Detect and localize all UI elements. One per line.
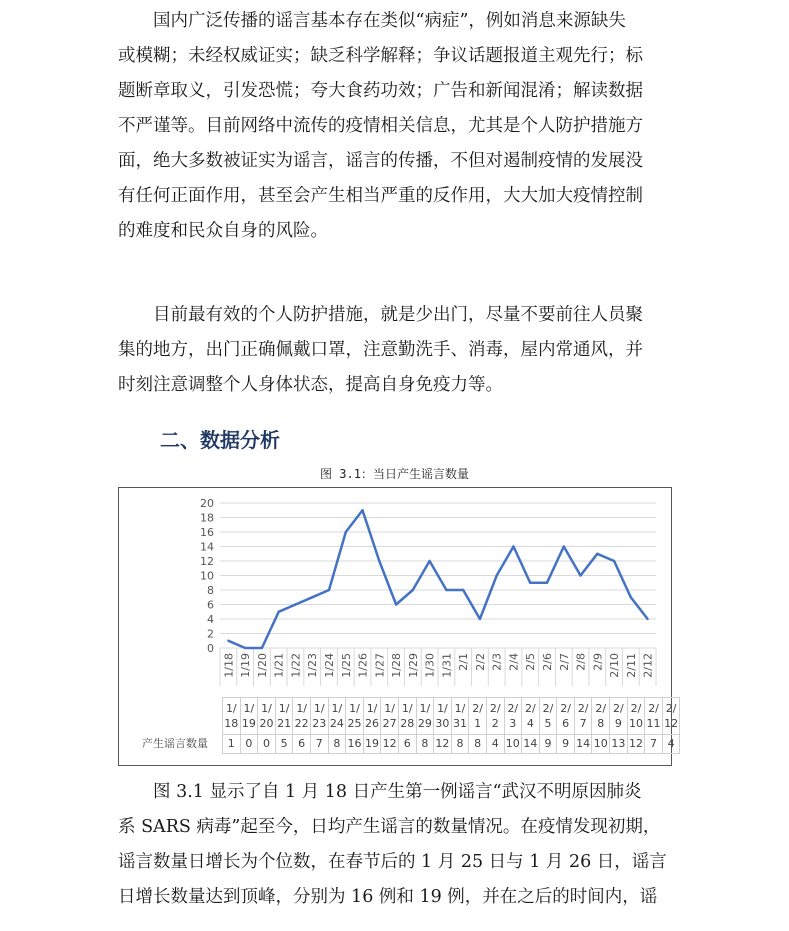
data-point (529, 582, 531, 584)
table-value-cell: 12 (434, 735, 452, 754)
table-value-cell: 16 (346, 735, 364, 754)
table-date-month: 1/ (366, 702, 378, 715)
x-tick-label: 2/8 (574, 653, 588, 671)
table-value-cell: 4 (486, 735, 504, 754)
table-value-cell: 10 (592, 735, 610, 754)
data-point (462, 589, 464, 591)
table-date-month: 2/ (542, 702, 554, 715)
x-tick-label: 1/31 (440, 653, 454, 678)
data-point (546, 582, 548, 584)
table-date-cell (486, 698, 504, 735)
text-line: 图 3.1 显示了自 1 月 18 日产生第一例谣言“武汉不明原因肺炎 (153, 782, 642, 802)
table-date-cell (504, 698, 522, 735)
table-value-cell: 8 (416, 735, 434, 754)
table-date-day: 4 (526, 717, 534, 730)
y-tick-label: 8 (207, 584, 214, 597)
x-tick-label: 2/10 (608, 653, 622, 678)
table-date-cell (328, 698, 346, 735)
data-point (495, 574, 497, 576)
table-date-month: 1/ (419, 702, 431, 715)
table-date-cell (223, 698, 241, 735)
table-date-day: 18 (224, 717, 239, 730)
table-date-month: 1/ (331, 702, 343, 715)
table-value-cell: 7 (645, 735, 663, 754)
table-date-day: 28 (400, 717, 415, 730)
table-date-cell (451, 698, 469, 735)
table-value-cell: 6 (398, 735, 416, 754)
table-value-cell: 9 (539, 735, 557, 754)
table-date-day: 6 (562, 717, 570, 730)
table-value-cell: 4 (662, 735, 680, 754)
data-point (630, 596, 632, 598)
table-value-cell: 19 (363, 735, 381, 754)
table-value-cell: 1 (223, 735, 241, 754)
table-date-month: 1/ (401, 702, 413, 715)
table-date-cell (574, 698, 592, 735)
table-date-cell (258, 698, 276, 735)
table-date-month: 1/ (437, 702, 448, 715)
table-value-cell: 10 (504, 735, 522, 754)
text-line: 的难度和民众自身的风险。 (118, 221, 328, 241)
table-date-month: 2/ (665, 702, 677, 715)
x-tick-label: 1/20 (255, 653, 269, 678)
x-tick-label: 1/25 (339, 653, 353, 678)
table-date-day: 27 (382, 717, 397, 730)
x-tick-label: 2/6 (541, 653, 554, 671)
data-point (361, 509, 363, 511)
table-date-month: 2/ (525, 702, 536, 715)
table-date-month: 1/ (296, 702, 308, 715)
data-point (345, 531, 347, 533)
table-date-day: 26 (365, 717, 380, 730)
table-date-cell (416, 698, 434, 735)
table-date-cell (293, 698, 311, 735)
table-date-day: 29 (417, 717, 432, 730)
table-date-month: 1/ (278, 702, 290, 715)
y-tick-label: 0 (207, 642, 214, 655)
text-line: 不严谨等。目前网络中流传的疫情相关信息，尤其是个人防护措施方 (118, 116, 643, 136)
table-date-cell (310, 698, 328, 735)
table-date-month: 2/ (577, 702, 589, 715)
table-header-row (140, 698, 680, 735)
x-tick-label: 2/3 (490, 653, 504, 671)
table-date-day: 5 (544, 717, 552, 730)
table-date-day: 22 (294, 717, 309, 730)
table-date-month: 2/ (648, 702, 659, 715)
data-point (277, 611, 279, 613)
table-date-month: 1/ (261, 702, 272, 715)
text-line: 目前最有效的个人防护措施，就是少出门，尽量不要前往人员聚 (153, 305, 643, 325)
paragraph-figure-description (118, 775, 671, 915)
table-value-cell: 0 (240, 735, 258, 754)
table-value-cell: 8 (328, 735, 346, 754)
series-label: 产生谣言数量 (142, 737, 208, 750)
x-tick-label: 2/12 (641, 653, 655, 678)
table-value-cell: 12 (627, 735, 645, 754)
text-line: 有任何正面作用，甚至会产生相当严重的反作用，大大加大疫情控制 (118, 186, 643, 206)
x-tick-label: 1/23 (306, 653, 320, 678)
table-date-cell (645, 698, 663, 735)
text-line: 时刻注意调整个人身体状态，提高自身免疫力等。 (118, 375, 503, 395)
x-tick-label: 1/22 (289, 653, 303, 678)
x-tick-label: 2/9 (591, 653, 605, 671)
data-point (646, 618, 648, 620)
table-date-month: 1/ (313, 702, 325, 715)
x-tick-label: 1/19 (239, 653, 253, 678)
x-tick-label: 2/5 (524, 653, 538, 671)
x-tick-label: 1/26 (356, 653, 370, 678)
text-line: 或模糊；未经权威证实；缺乏科学解释；争议话题报道主观先行；标 (118, 46, 643, 66)
table-date-cell (592, 698, 610, 735)
table-date-cell (398, 698, 416, 735)
text-line: 集的地方，出门正确佩戴口罩，注意勤洗手、消毒，屋内常通风，并 (118, 340, 643, 360)
table-corner-cell (140, 698, 223, 735)
table-value-cell: 8 (451, 735, 469, 754)
table-date-cell (240, 698, 258, 735)
table-date-month: 2/ (630, 702, 642, 715)
table-date-month: 1/ (349, 702, 360, 715)
table-date-cell (381, 698, 399, 735)
x-tick-label: 1/18 (222, 653, 236, 678)
table-date-month: 1/ (243, 702, 255, 715)
table-date-day: 20 (259, 717, 274, 730)
y-tick-label: 2 (207, 627, 214, 641)
table-date-cell (275, 698, 293, 735)
table-date-month: 2/ (595, 702, 607, 715)
table-date-cell (363, 698, 381, 735)
y-tick-label: 12 (200, 555, 214, 568)
text-line: 谣言数量日增长为个位数，在春节后的 1 月 25 日与 1 月 26 日，谣言 (118, 852, 667, 872)
table-date-cell (346, 698, 364, 735)
x-tick-label: 2/4 (507, 653, 521, 671)
x-tick-label: 1/21 (272, 653, 286, 678)
x-tick-label: 1/30 (423, 653, 437, 678)
table-value-cell: 12 (381, 735, 399, 754)
data-point (579, 574, 581, 576)
data-point (261, 647, 263, 649)
x-tick-label: 1/29 (406, 653, 420, 678)
table-value-cell: 7 (310, 735, 328, 754)
text-line: 国内广泛传播的谣言基本存在类似“病症”，例如消息来源缺失 (153, 11, 626, 31)
table-date-day: 7 (579, 717, 587, 730)
text-line: 系 SARS 病毒”起至今，日均产生谣言的数量情况。在疫情发现初期， (118, 817, 661, 837)
table-value-cell: 14 (574, 735, 592, 754)
text-line: 题断章取义，引发恐慌；夸大食药功效；广告和新闻混淆；解读数据 (118, 81, 643, 101)
paragraph-protection-measures (118, 298, 671, 403)
table-date-day: 21 (277, 717, 292, 730)
paragraph-rumor-symptoms (118, 4, 671, 249)
table-date-month: 2/ (560, 702, 571, 715)
data-point (378, 560, 380, 562)
table-date-day: 25 (347, 717, 362, 730)
x-tick-label: 2/7 (557, 653, 571, 671)
y-tick-label: 18 (200, 511, 214, 525)
data-point (227, 640, 229, 642)
table-date-month: 1/ (384, 702, 395, 715)
data-point (395, 603, 397, 605)
data-point (512, 545, 514, 547)
table-value-cell: 0 (258, 735, 276, 754)
y-tick-label: 20 (200, 497, 214, 510)
y-tick-label: 4 (207, 613, 214, 626)
table-date-month: 2/ (472, 702, 483, 715)
chart-data-table (140, 697, 680, 754)
text-line: 面，绝大多数被证实为谣言，谣言的传播，不但对遏制疫情的发展没 (118, 151, 643, 171)
table-date-day: 31 (453, 717, 468, 730)
x-tick-label: 2/1 (457, 653, 471, 671)
table-date-cell (662, 698, 680, 735)
table-date-cell (469, 698, 487, 735)
data-point (596, 553, 598, 555)
table-date-day: 11 (646, 717, 661, 730)
table-date-cell (434, 698, 452, 735)
table-value-cell: 5 (275, 735, 293, 754)
table-date-cell (539, 698, 557, 735)
x-tick-label: 1/28 (390, 653, 404, 678)
data-point (445, 589, 447, 591)
data-point (479, 618, 481, 620)
table-value-cell: 6 (293, 735, 311, 754)
section-heading: 二、数据分析 (160, 428, 280, 452)
table-date-day: 23 (312, 717, 327, 730)
table-date-cell (627, 698, 645, 735)
x-tick-label: 1/24 (323, 653, 336, 678)
data-point (244, 647, 246, 649)
table-date-month: 2/ (489, 702, 501, 715)
table-date-cell (557, 698, 575, 735)
series-line (228, 510, 647, 648)
table-value-row (140, 735, 680, 754)
table-date-day: 24 (329, 717, 344, 730)
table-date-month: 2/ (507, 702, 519, 715)
table-date-day: 19 (241, 717, 256, 730)
x-tick-label: 2/11 (624, 653, 638, 678)
data-point (613, 560, 615, 562)
figure-caption: 图 3.1：当日产生谣言数量 (320, 467, 469, 481)
data-point (428, 560, 430, 562)
y-tick-label: 14 (200, 540, 214, 554)
table-date-day: 1 (474, 717, 482, 730)
table-date-month: 1/ (225, 702, 237, 715)
table-value-cell: 9 (557, 735, 575, 754)
y-tick-label: 6 (207, 598, 214, 612)
table-date-cell (522, 698, 540, 735)
table-value-cell: 14 (522, 735, 540, 754)
table-date-month: 2/ (613, 702, 624, 715)
table-value-cell: 8 (469, 735, 487, 754)
table-date-day: 30 (435, 717, 450, 730)
table-date-day: 12 (664, 717, 679, 730)
data-point (412, 589, 414, 591)
data-point (294, 603, 296, 605)
data-point (563, 545, 565, 547)
table-date-day: 10 (628, 717, 643, 730)
data-point (328, 589, 330, 591)
data-point (311, 596, 313, 598)
table-date-day: 2 (491, 717, 499, 730)
table-date-cell (610, 698, 628, 735)
table-date-day: 3 (509, 717, 517, 730)
table-date-day: 9 (614, 717, 622, 730)
table-value-cell: 13 (610, 735, 628, 754)
x-tick-label: 2/2 (473, 653, 487, 671)
text-line: 日增长数量达到顶峰，分别为 16 例和 19 例，并在之后的时间内，谣 (118, 887, 658, 907)
table-date-day: 8 (597, 717, 605, 730)
y-tick-label: 16 (200, 526, 214, 539)
y-tick-label: 10 (200, 569, 214, 583)
x-tick-label: 1/27 (373, 653, 387, 678)
table-date-month: 1/ (454, 702, 466, 715)
